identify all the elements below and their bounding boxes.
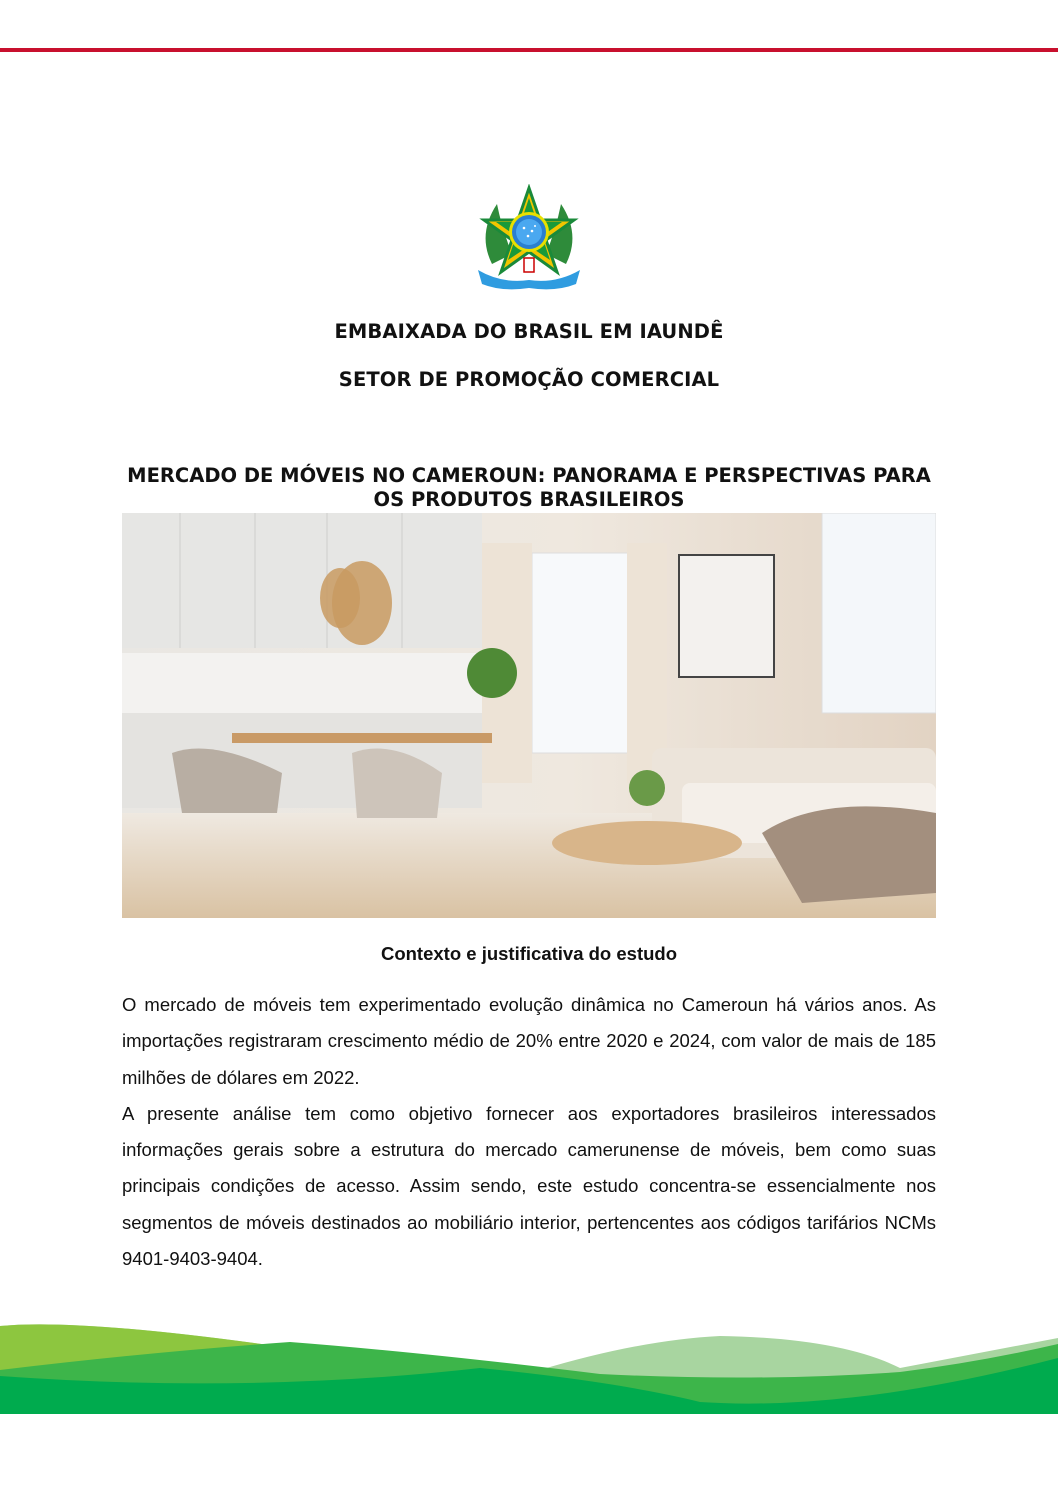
document-title: MERCADO DE MÓVEIS NO CAMEROUN: PANORAMA E PERSPECTIVAS PARA OS PRODUTOS BRASILEIROS: [127, 464, 931, 511]
coat-of-arms-icon: [472, 184, 586, 296]
footer-green-waves: [0, 1312, 1058, 1414]
body-text: [122, 987, 936, 1277]
paragraph: O mercado de móveis tem experimentado evolução dinâmica no Cameroun há vários anos. As importações registraram crescimento médio de 20% entre 2020 e 2024, com valor de mais de 185 milhões de dólares em 2022.: [122, 994, 936, 1088]
sector-name: SETOR DE PROMOÇÃO COMERCIAL: [338, 368, 720, 391]
living-room-photo: [122, 513, 936, 918]
section-heading: Contexto e justificativa do estudo: [380, 943, 678, 964]
paragraph: A presente análise tem como objetivo fornecer aos exportadores brasileiros interessados informações gerais sobre a estrutura do mercado camerunense de móveis, bem como suas principais condições de acesso. Assim sendo, este estudo concentra-se essencialmente nos segmentos de móveis destinados ao mobiliário interior, pertencentes aos códigos tarifários NCMs 9401-9403-9404.: [122, 1102, 936, 1270]
embassy-name: EMBAIXADA DO BRASIL EM IAUNDÊ: [334, 320, 724, 343]
top-red-rule: [0, 48, 1058, 52]
